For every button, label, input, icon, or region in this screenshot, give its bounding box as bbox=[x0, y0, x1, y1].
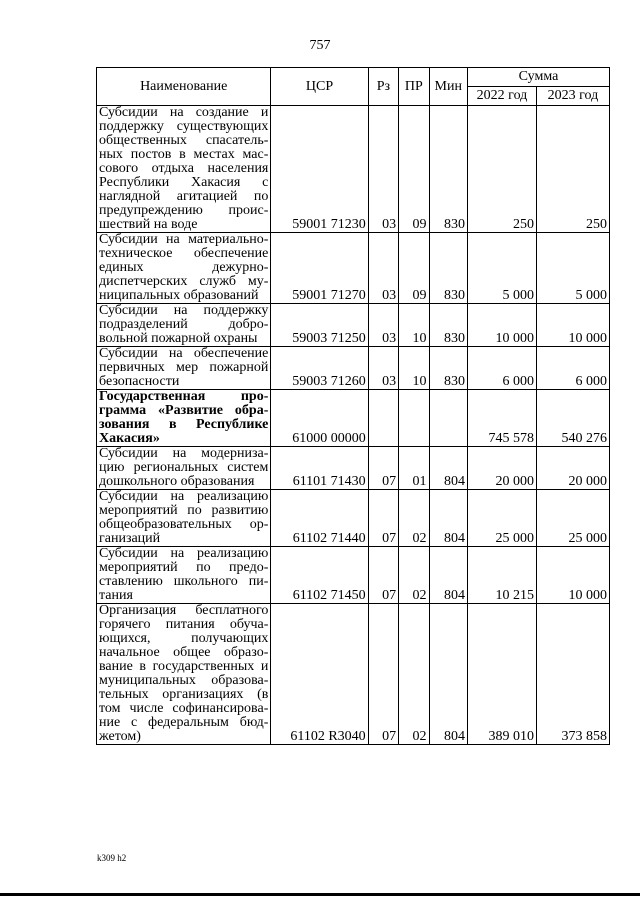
row-min bbox=[429, 390, 468, 447]
table-row bbox=[97, 304, 610, 347]
row-2022: 745 578 bbox=[468, 390, 537, 447]
row-min: 830 bbox=[429, 304, 468, 347]
row-csr: 59001 71270 bbox=[271, 233, 368, 304]
table-row bbox=[97, 447, 610, 490]
row-pr: 01 bbox=[399, 447, 429, 490]
row-pr bbox=[399, 390, 429, 447]
row-pr: 02 bbox=[399, 547, 429, 604]
table-row bbox=[97, 604, 610, 745]
header-rz: Рз bbox=[368, 68, 398, 106]
row-2023: 20 000 bbox=[536, 447, 609, 490]
row-2023: 10 000 bbox=[536, 304, 609, 347]
table-row-program bbox=[97, 390, 610, 447]
row-2022: 20 000 bbox=[468, 447, 537, 490]
row-name: Организация бесплатного горячего питания обуча-ющихся, получающих начальное общее образо-вание в государственных и муниципальных образова-тельных организациях (в том числе софинансирова-ние с федеральным бюд-жетом) bbox=[97, 604, 271, 745]
row-2022: 389 010 bbox=[468, 604, 537, 745]
scan-edge-divider bbox=[0, 893, 640, 896]
row-2023: 373 858 bbox=[536, 604, 609, 745]
row-min: 830 bbox=[429, 347, 468, 390]
row-pr: 09 bbox=[399, 106, 429, 233]
row-2022: 5 000 bbox=[468, 233, 537, 304]
row-2023: 10 000 bbox=[536, 547, 609, 604]
header-name: Наименование bbox=[97, 68, 271, 106]
row-rz: 03 bbox=[368, 106, 398, 233]
row-name: Субсидии на создание и поддержку существующих общественных спасатель-ных постов в местах мас-сового отдыха населения Республики Хакасия с наглядной агитацией по предупреждению проис-шествий на воде bbox=[97, 106, 271, 233]
row-2022: 25 000 bbox=[468, 490, 537, 547]
row-name: Субсидии на материально-техническое обеспечение единых дежурно-диспетчерских служб му-ниципальных образований bbox=[97, 233, 271, 304]
row-name: Субсидии на поддержку подразделений добро-вольной пожарной охраны bbox=[97, 304, 271, 347]
row-pr: 09 bbox=[399, 233, 429, 304]
row-csr: 61102 71450 bbox=[271, 547, 368, 604]
header-pr: ПР bbox=[399, 68, 429, 106]
row-2022: 6 000 bbox=[468, 347, 537, 390]
row-min: 804 bbox=[429, 604, 468, 745]
row-pr: 10 bbox=[399, 347, 429, 390]
header-csr: ЦСР bbox=[271, 68, 368, 106]
row-2023: 540 276 bbox=[536, 390, 609, 447]
row-rz: 03 bbox=[368, 347, 398, 390]
row-2022: 10 000 bbox=[468, 304, 537, 347]
row-csr: 61101 71430 bbox=[271, 447, 368, 490]
row-csr: 61102 71440 bbox=[271, 490, 368, 547]
row-rz: 03 bbox=[368, 233, 398, 304]
row-name: Субсидии на реализацию мероприятий по развитию общеобразовательных ор-ганизаций bbox=[97, 490, 271, 547]
row-name: Субсидии на обеспечение первичных мер пожарной безопасности bbox=[97, 347, 271, 390]
row-pr: 02 bbox=[399, 604, 429, 745]
row-rz bbox=[368, 390, 398, 447]
row-csr: 59003 71260 bbox=[271, 347, 368, 390]
header-year-2023: 2023 год bbox=[536, 87, 609, 106]
row-2022: 10 215 bbox=[468, 547, 537, 604]
row-rz: 03 bbox=[368, 304, 398, 347]
row-csr: 61000 00000 bbox=[271, 390, 368, 447]
footer-code: k309 h2 bbox=[97, 853, 127, 863]
header-sum: Сумма bbox=[468, 68, 610, 87]
row-2023: 250 bbox=[536, 106, 609, 233]
page-number: 757 bbox=[309, 38, 331, 53]
table-row bbox=[97, 347, 610, 390]
row-csr: 59001 71230 bbox=[271, 106, 368, 233]
table-row bbox=[97, 490, 610, 547]
row-min: 804 bbox=[429, 547, 468, 604]
row-2023: 25 000 bbox=[536, 490, 609, 547]
row-pr: 02 bbox=[399, 490, 429, 547]
row-pr: 10 bbox=[399, 304, 429, 347]
row-2023: 6 000 bbox=[536, 347, 609, 390]
row-min: 804 bbox=[429, 447, 468, 490]
header-min: Мин bbox=[429, 68, 468, 106]
table-row bbox=[97, 547, 610, 604]
row-name: Субсидии на модерниза-цию региональных систем дошкольного образования bbox=[97, 447, 271, 490]
table-row bbox=[97, 233, 610, 304]
row-min: 830 bbox=[429, 233, 468, 304]
row-rz: 07 bbox=[368, 547, 398, 604]
row-min: 804 bbox=[429, 490, 468, 547]
row-2022: 250 bbox=[468, 106, 537, 233]
row-rz: 07 bbox=[368, 490, 398, 547]
row-csr: 61102 R3040 bbox=[271, 604, 368, 745]
row-min: 830 bbox=[429, 106, 468, 233]
row-name: Государственная про-грамма «Развитие обра-зования в Республике Хакасия» bbox=[97, 390, 271, 447]
budget-table bbox=[96, 67, 610, 745]
header-year-2022: 2022 год bbox=[468, 87, 537, 106]
row-name: Субсидии на реализацию мероприятий по предо-ставлению школьного пи-тания bbox=[97, 547, 271, 604]
row-rz: 07 bbox=[368, 604, 398, 745]
row-csr: 59003 71250 bbox=[271, 304, 368, 347]
table-row bbox=[97, 106, 610, 233]
row-2023: 5 000 bbox=[536, 233, 609, 304]
row-rz: 07 bbox=[368, 447, 398, 490]
